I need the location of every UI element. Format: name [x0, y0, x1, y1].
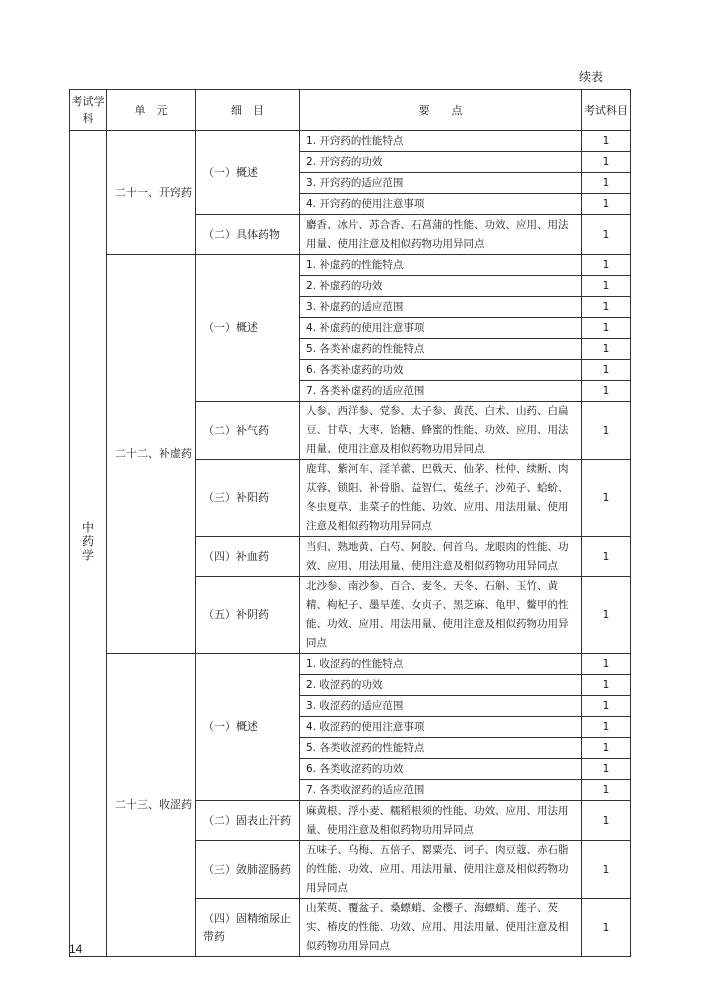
point-cell: 4. 收涩药的使用注意事项 — [300, 717, 582, 738]
score-cell: 1 — [582, 537, 631, 577]
point-cell: 1. 开窍药的性能特点 — [300, 131, 582, 152]
subject-label: 中药学 — [80, 521, 95, 563]
score-cell: 1 — [582, 577, 631, 654]
point-cell: 1. 收涩药的性能特点 — [300, 654, 582, 675]
unit-cell: 二十二、补虚药 — [107, 255, 196, 654]
point-cell: 2. 收涩药的功效 — [300, 675, 582, 696]
item-cell: （一）概述 — [196, 654, 300, 801]
score-cell: 1 — [582, 360, 631, 381]
point-cell: 北沙参、南沙参、百合、麦冬、天冬、石斛、玉竹、黄精、枸杞子、墨旱莲、女贞子、黑芝麻、龟甲、鳖甲的性能、功效、应用、用法用量、使用注意及相似药物功用异同点 — [300, 577, 582, 654]
score-cell: 1 — [582, 460, 631, 537]
score-cell: 1 — [582, 717, 631, 738]
header-subject: 考试学科 — [70, 90, 107, 131]
item-cell: （五）补阴药 — [196, 577, 300, 654]
continued-label: 续表 — [579, 70, 604, 84]
score-cell: 1 — [582, 297, 631, 318]
point-cell: 五味子、乌梅、五倍子、罂粟壳、诃子、肉豆蔻、赤石脂的性能、功效、应用、用法用量、使用注意及相似药物功用异同点 — [300, 841, 582, 899]
table-row — [70, 255, 631, 276]
point-cell: 3. 补虚药的适应范围 — [300, 297, 582, 318]
point-cell: 7. 各类收涩药的适应范围 — [300, 780, 582, 801]
point-cell: 麝香、冰片、苏合香、石菖蒲的性能、功效、应用、用法用量、使用注意及相似药物功用异同点 — [300, 215, 582, 255]
unit-cell: 二十一、开窍药 — [107, 131, 196, 255]
point-cell: 山茱萸、覆盆子、桑螵蛸、金樱子、海螵蛸、莲子、芡实、椿皮的性能、功效、应用、用法用量、使用注意及相似药物功用异同点 — [300, 899, 582, 957]
point-cell: 7. 各类补虚药的适应范围 — [300, 381, 582, 402]
item-cell: （二）固表止汗药 — [196, 801, 300, 841]
item-cell: （四）补血药 — [196, 537, 300, 577]
point-cell: 6. 各类补虚药的功效 — [300, 360, 582, 381]
item-cell: （三）敛肺涩肠药 — [196, 841, 300, 899]
score-cell: 1 — [582, 152, 631, 173]
score-cell: 1 — [582, 801, 631, 841]
score-cell: 1 — [582, 131, 631, 152]
point-cell: 4. 补虚药的使用注意事项 — [300, 318, 582, 339]
score-cell: 1 — [582, 696, 631, 717]
point-cell: 3. 开窍药的适应范围 — [300, 173, 582, 194]
item-cell: （三）补阳药 — [196, 460, 300, 537]
point-cell: 1. 补虚药的性能特点 — [300, 255, 582, 276]
table-row — [70, 654, 631, 675]
item-cell: （一）概述 — [196, 255, 300, 402]
score-cell: 1 — [582, 215, 631, 255]
point-cell: 鹿茸、紫河车、淫羊藿、巴戟天、仙茅、杜仲、续断、肉苁蓉、锁阳、补骨脂、益智仁、菟丝子、沙苑子、蛤蚧、冬虫夏草、韭菜子的性能、功效、应用、用法用量、使用注意及相似药物功用异同点 — [300, 460, 582, 537]
score-cell: 1 — [582, 318, 631, 339]
unit-cell: 二十三、收涩药 — [107, 654, 196, 957]
score-cell: 1 — [582, 276, 631, 297]
item-cell: （二）补气药 — [196, 402, 300, 460]
item-cell: （四）固精缩尿止带药 — [196, 899, 300, 957]
table-header — [70, 90, 631, 131]
score-cell: 1 — [582, 759, 631, 780]
point-cell: 2. 补虚药的功效 — [300, 276, 582, 297]
point-cell: 2. 开窍药的功效 — [300, 152, 582, 173]
point-cell: 5. 各类补虚药的性能特点 — [300, 339, 582, 360]
score-cell: 1 — [582, 738, 631, 759]
score-cell: 1 — [582, 173, 631, 194]
table-body — [70, 131, 631, 957]
point-cell: 4. 开窍药的使用注意事项 — [300, 194, 582, 215]
subject-cell — [70, 131, 107, 957]
score-cell: 1 — [582, 339, 631, 360]
point-cell: 3. 收涩药的适应范围 — [300, 696, 582, 717]
score-cell: 1 — [582, 402, 631, 460]
score-cell: 1 — [582, 381, 631, 402]
syllabus-table — [69, 89, 631, 957]
score-cell: 1 — [582, 780, 631, 801]
score-cell: 1 — [582, 194, 631, 215]
header-unit: 单 元 — [107, 90, 196, 131]
point-cell: 5. 各类收涩药的性能特点 — [300, 738, 582, 759]
table-row — [70, 131, 631, 152]
item-cell: （二）具体药物 — [196, 215, 300, 255]
score-cell: 1 — [582, 255, 631, 276]
header-item: 细 目 — [196, 90, 300, 131]
page-number: 14 — [69, 942, 83, 956]
header-points: 要 点 — [300, 90, 582, 131]
score-cell: 1 — [582, 654, 631, 675]
point-cell: 麻黄根、浮小麦、糯稻根须的性能、功效、应用、用法用量、使用注意及相似药物功用异同点 — [300, 801, 582, 841]
score-cell: 1 — [582, 841, 631, 899]
point-cell: 当归、熟地黄、白芍、阿胶、何首乌、龙眼肉的性能、功效、应用、用法用量、使用注意及相似药物功用异同点 — [300, 537, 582, 577]
point-cell: 人参、西洋参、党参、太子参、黄芪、白术、山药、白扁豆、甘草、大枣、饴糖、蜂蜜的性能、功效、应用、用法用量、使用注意及相似药物功用异同点 — [300, 402, 582, 460]
item-cell: （一）概述 — [196, 131, 300, 215]
header-score: 考试科目 — [582, 90, 631, 131]
point-cell: 6. 各类收涩药的功效 — [300, 759, 582, 780]
score-cell: 1 — [582, 899, 631, 957]
score-cell: 1 — [582, 675, 631, 696]
